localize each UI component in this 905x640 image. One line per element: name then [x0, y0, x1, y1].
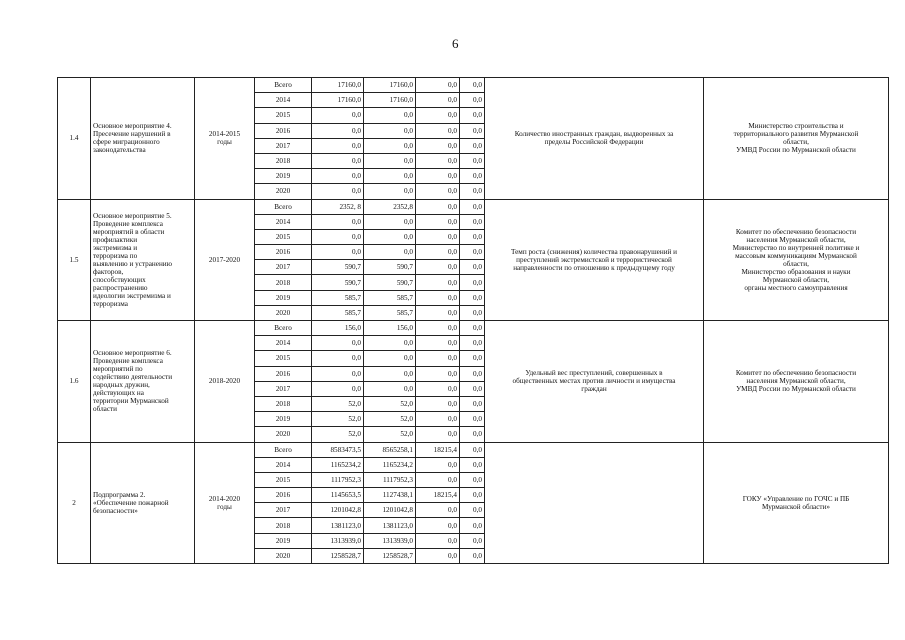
- amount-cell: 156,0: [364, 321, 416, 336]
- amount-cell: 1201042,8: [312, 503, 364, 518]
- year-cell: 2018: [255, 396, 312, 411]
- table-row: [58, 199, 889, 214]
- amount-cell: 0,0: [460, 184, 485, 199]
- amount-cell: 0,0: [312, 229, 364, 244]
- amount-cell: 52,0: [364, 396, 416, 411]
- implementation-period: [195, 78, 255, 200]
- amount-cell: 0,0: [460, 488, 485, 503]
- amount-cell: 0,0: [416, 457, 460, 472]
- measure-name: [91, 442, 195, 564]
- implementation-period-text: 2014-2015 годы: [208, 130, 241, 147]
- amount-cell: 0,0: [416, 108, 460, 123]
- amount-cell: 0,0: [312, 108, 364, 123]
- amount-cell: 0,0: [416, 290, 460, 305]
- amount-cell: 0,0: [460, 457, 485, 472]
- amount-cell: 1258528,7: [364, 548, 416, 563]
- amount-cell: 0,0: [364, 381, 416, 396]
- amount-cell: 585,7: [312, 305, 364, 320]
- year-cell: 2015: [255, 472, 312, 487]
- amount-cell: 0,0: [460, 123, 485, 138]
- amount-cell: 17160,0: [364, 93, 416, 108]
- year-cell: 2017: [255, 138, 312, 153]
- amount-cell: 0,0: [312, 381, 364, 396]
- section-number-text: 1.4: [69, 134, 79, 143]
- amount-cell: 0,0: [460, 321, 485, 336]
- amount-cell: 18215,4: [416, 488, 460, 503]
- year-cell: 2014: [255, 214, 312, 229]
- year-cell: 2018: [255, 518, 312, 533]
- amount-cell: 0,0: [416, 93, 460, 108]
- amount-cell: 585,7: [364, 290, 416, 305]
- year-cell: 2017: [255, 381, 312, 396]
- amount-cell: 0,0: [460, 442, 485, 457]
- amount-cell: 18215,4: [416, 442, 460, 457]
- amount-cell: 0,0: [460, 412, 485, 427]
- amount-cell: 2352,8: [364, 199, 416, 214]
- amount-cell: 17160,0: [312, 78, 364, 93]
- amount-cell: 0,0: [364, 336, 416, 351]
- amount-cell: 1145653,5: [312, 488, 364, 503]
- measure-name-text: Основное мероприятие 4. Пресечение нарушений в сфере миграционного законодательства: [93, 122, 172, 155]
- amount-cell: 0,0: [312, 336, 364, 351]
- indicator: [485, 78, 704, 200]
- amount-cell: 0,0: [460, 336, 485, 351]
- amount-cell: 1313939,0: [364, 533, 416, 548]
- amount-cell: 0,0: [364, 169, 416, 184]
- amount-cell: 1381123,0: [312, 518, 364, 533]
- year-cell: 2018: [255, 153, 312, 168]
- table-row: [58, 321, 889, 336]
- table-row: [58, 78, 889, 93]
- implementation-period: [195, 442, 255, 564]
- implementation-period-text: 2018-2020: [208, 377, 241, 386]
- amount-cell: 0,0: [312, 214, 364, 229]
- section-number: [58, 321, 91, 443]
- year-cell: 2016: [255, 123, 312, 138]
- amount-cell: 0,0: [364, 214, 416, 229]
- amount-cell: 1313939,0: [312, 533, 364, 548]
- amount-cell: 590,7: [364, 260, 416, 275]
- year-cell: Всего: [255, 199, 312, 214]
- amount-cell: 156,0: [312, 321, 364, 336]
- amount-cell: 0,0: [312, 351, 364, 366]
- amount-cell: 0,0: [364, 123, 416, 138]
- executor: [704, 442, 889, 564]
- amount-cell: 0,0: [364, 366, 416, 381]
- amount-cell: 0,0: [460, 503, 485, 518]
- amount-cell: 0,0: [460, 548, 485, 563]
- amount-cell: 1165234,2: [364, 457, 416, 472]
- year-cell: 2020: [255, 427, 312, 442]
- indicator-text: Удельный вес преступлений, совершенных в общественных местах против личности и имущества граждан: [512, 369, 676, 394]
- amount-cell: 0,0: [460, 518, 485, 533]
- executor-text: ГОКУ «Управление по ГОЧС и ПБ Мурманской области»: [742, 494, 850, 511]
- amount-cell: 0,0: [312, 184, 364, 199]
- implementation-period: [195, 199, 255, 321]
- amount-cell: 0,0: [416, 78, 460, 93]
- amount-cell: 1127438,1: [364, 488, 416, 503]
- measure-name-text: Подпрограмма 2. «Обеспечение пожарной безопасности»: [93, 490, 169, 515]
- amount-cell: 0,0: [364, 351, 416, 366]
- amount-cell: 0,0: [364, 184, 416, 199]
- amount-cell: 0,0: [364, 138, 416, 153]
- year-cell: 2020: [255, 548, 312, 563]
- year-cell: 2015: [255, 229, 312, 244]
- year-cell: 2014: [255, 336, 312, 351]
- amount-cell: 1201042,8: [364, 503, 416, 518]
- amount-cell: 0,0: [364, 229, 416, 244]
- amount-cell: 0,0: [460, 214, 485, 229]
- amount-cell: 52,0: [364, 412, 416, 427]
- amount-cell: 0,0: [364, 153, 416, 168]
- amount-cell: 0,0: [312, 123, 364, 138]
- amount-cell: 0,0: [460, 108, 485, 123]
- year-cell: 2019: [255, 169, 312, 184]
- amount-cell: 0,0: [312, 153, 364, 168]
- amount-cell: 0,0: [364, 108, 416, 123]
- indicator: [485, 321, 704, 443]
- executor: [704, 78, 889, 200]
- amount-cell: 0,0: [416, 351, 460, 366]
- amount-cell: 52,0: [312, 412, 364, 427]
- amount-cell: 0,0: [416, 336, 460, 351]
- amount-cell: 52,0: [312, 427, 364, 442]
- amount-cell: 0,0: [416, 123, 460, 138]
- amount-cell: 585,7: [364, 305, 416, 320]
- year-cell: Всего: [255, 321, 312, 336]
- measure-name-text: Основное мероприятие 5. Проведение комплекса мероприятий в области профилактики экстремизма и терроризма по выявлению и устранению факторов, способствующих распространению идеологии экстремизма и терроризма: [93, 211, 173, 308]
- executor-text: Министерство строительства и территориального развития Мурманской области, УМВД России по Мурманской области: [733, 122, 859, 155]
- section-number-text: 2: [72, 498, 76, 507]
- amount-cell: 1165234,2: [312, 457, 364, 472]
- amount-cell: 0,0: [312, 245, 364, 260]
- year-cell: 2014: [255, 93, 312, 108]
- amount-cell: 0,0: [460, 229, 485, 244]
- indicator-text: Темп роста (снижения) количества правонарушений и преступлений экстремистской и террористической направленности по отношению к предыдущему году: [510, 247, 678, 272]
- amount-cell: 0,0: [416, 427, 460, 442]
- amount-cell: 0,0: [416, 518, 460, 533]
- year-cell: Всего: [255, 442, 312, 457]
- measure-name-text: Основное мероприятие 6. Проведение комплекса мероприятий по содействию деятельности народных дружин, действующих на территории Мурманской области: [93, 349, 173, 414]
- implementation-period: [195, 321, 255, 443]
- executor-text: Комитет по обеспечению безопасности населения Мурманской области, УМВД России по Мурманской области: [735, 369, 857, 394]
- year-cell: 2016: [255, 488, 312, 503]
- implementation-period-text: 2014-2020 годы: [208, 494, 241, 511]
- amount-cell: 0,0: [460, 366, 485, 381]
- amount-cell: 0,0: [460, 396, 485, 411]
- indicator-text: Количество иностранных граждан, выдворенных за пределы Российской Федерации: [514, 130, 674, 147]
- amount-cell: 52,0: [312, 396, 364, 411]
- amount-cell: 0,0: [312, 138, 364, 153]
- amount-cell: 0,0: [460, 169, 485, 184]
- amount-cell: 1381123,0: [364, 518, 416, 533]
- amount-cell: 0,0: [416, 169, 460, 184]
- amount-cell: 0,0: [416, 548, 460, 563]
- amount-cell: 2352, 8: [312, 199, 364, 214]
- year-cell: 2015: [255, 108, 312, 123]
- amount-cell: 0,0: [416, 184, 460, 199]
- amount-cell: 0,0: [460, 381, 485, 396]
- amount-cell: 0,0: [460, 275, 485, 290]
- measure-name: [91, 199, 195, 321]
- amount-cell: 1117952,3: [312, 472, 364, 487]
- amount-cell: 0,0: [416, 472, 460, 487]
- amount-cell: 1117952,3: [364, 472, 416, 487]
- amount-cell: 590,7: [312, 275, 364, 290]
- section-number: [58, 199, 91, 321]
- amount-cell: 0,0: [416, 305, 460, 320]
- year-cell: 2017: [255, 260, 312, 275]
- table-row: [58, 442, 889, 457]
- amount-cell: 0,0: [416, 229, 460, 244]
- amount-cell: 0,0: [312, 366, 364, 381]
- measure-name: [91, 321, 195, 443]
- amount-cell: 0,0: [460, 78, 485, 93]
- amount-cell: 0,0: [416, 321, 460, 336]
- amount-cell: 0,0: [416, 412, 460, 427]
- amount-cell: 0,0: [416, 381, 460, 396]
- amount-cell: 590,7: [364, 275, 416, 290]
- section-number: [58, 442, 91, 564]
- amount-cell: 0,0: [364, 245, 416, 260]
- amount-cell: 585,7: [312, 290, 364, 305]
- year-cell: 2017: [255, 503, 312, 518]
- amount-cell: 0,0: [416, 396, 460, 411]
- amount-cell: 0,0: [460, 138, 485, 153]
- amount-cell: 0,0: [416, 503, 460, 518]
- amount-cell: 0,0: [416, 138, 460, 153]
- year-cell: 2016: [255, 366, 312, 381]
- amount-cell: 17160,0: [364, 78, 416, 93]
- amount-cell: 0,0: [460, 290, 485, 305]
- amount-cell: 0,0: [460, 260, 485, 275]
- section-number: [58, 78, 91, 200]
- amount-cell: 8565258,1: [364, 442, 416, 457]
- amount-cell: 0,0: [416, 260, 460, 275]
- section-number-text: 1.6: [69, 377, 79, 386]
- indicator: [485, 442, 704, 564]
- amount-cell: 0,0: [460, 351, 485, 366]
- amount-cell: 17160,0: [312, 93, 364, 108]
- amount-cell: 0,0: [460, 427, 485, 442]
- amount-cell: 0,0: [460, 533, 485, 548]
- page-number: 6: [452, 36, 459, 51]
- amount-cell: 1258528,7: [312, 548, 364, 563]
- amount-cell: 0,0: [312, 169, 364, 184]
- year-cell: 2019: [255, 412, 312, 427]
- amount-cell: 590,7: [312, 260, 364, 275]
- implementation-period-text: 2017-2020: [208, 255, 241, 264]
- amount-cell: 0,0: [460, 93, 485, 108]
- amount-cell: 0,0: [416, 275, 460, 290]
- amount-cell: 0,0: [416, 153, 460, 168]
- amount-cell: 8583473,5: [312, 442, 364, 457]
- amount-cell: 0,0: [416, 366, 460, 381]
- year-cell: 2020: [255, 184, 312, 199]
- year-cell: 2016: [255, 245, 312, 260]
- executor: [704, 321, 889, 443]
- year-cell: 2015: [255, 351, 312, 366]
- section-number-text: 1.5: [69, 255, 79, 264]
- amount-cell: 0,0: [416, 245, 460, 260]
- measure-name: [91, 78, 195, 200]
- executor-text: Комитет по обеспечению безопасности населения Мурманской области, Министерство по внутренней политике и массовым коммуникациям Мурманской области, Министерство образования и науки Мурманской области, органы местного самоуправления: [732, 227, 860, 292]
- amount-cell: 0,0: [460, 472, 485, 487]
- amount-cell: 0,0: [460, 305, 485, 320]
- amount-cell: 0,0: [416, 199, 460, 214]
- amount-cell: 52,0: [364, 427, 416, 442]
- amount-cell: 0,0: [460, 245, 485, 260]
- year-cell: 2019: [255, 290, 312, 305]
- year-cell: Всего: [255, 78, 312, 93]
- amount-cell: 0,0: [460, 153, 485, 168]
- indicator: [485, 199, 704, 321]
- year-cell: 2020: [255, 305, 312, 320]
- year-cell: 2018: [255, 275, 312, 290]
- amount-cell: 0,0: [416, 533, 460, 548]
- executor: [704, 199, 889, 321]
- amount-cell: 0,0: [460, 199, 485, 214]
- program-table: [57, 77, 889, 564]
- year-cell: 2019: [255, 533, 312, 548]
- year-cell: 2014: [255, 457, 312, 472]
- amount-cell: 0,0: [416, 214, 460, 229]
